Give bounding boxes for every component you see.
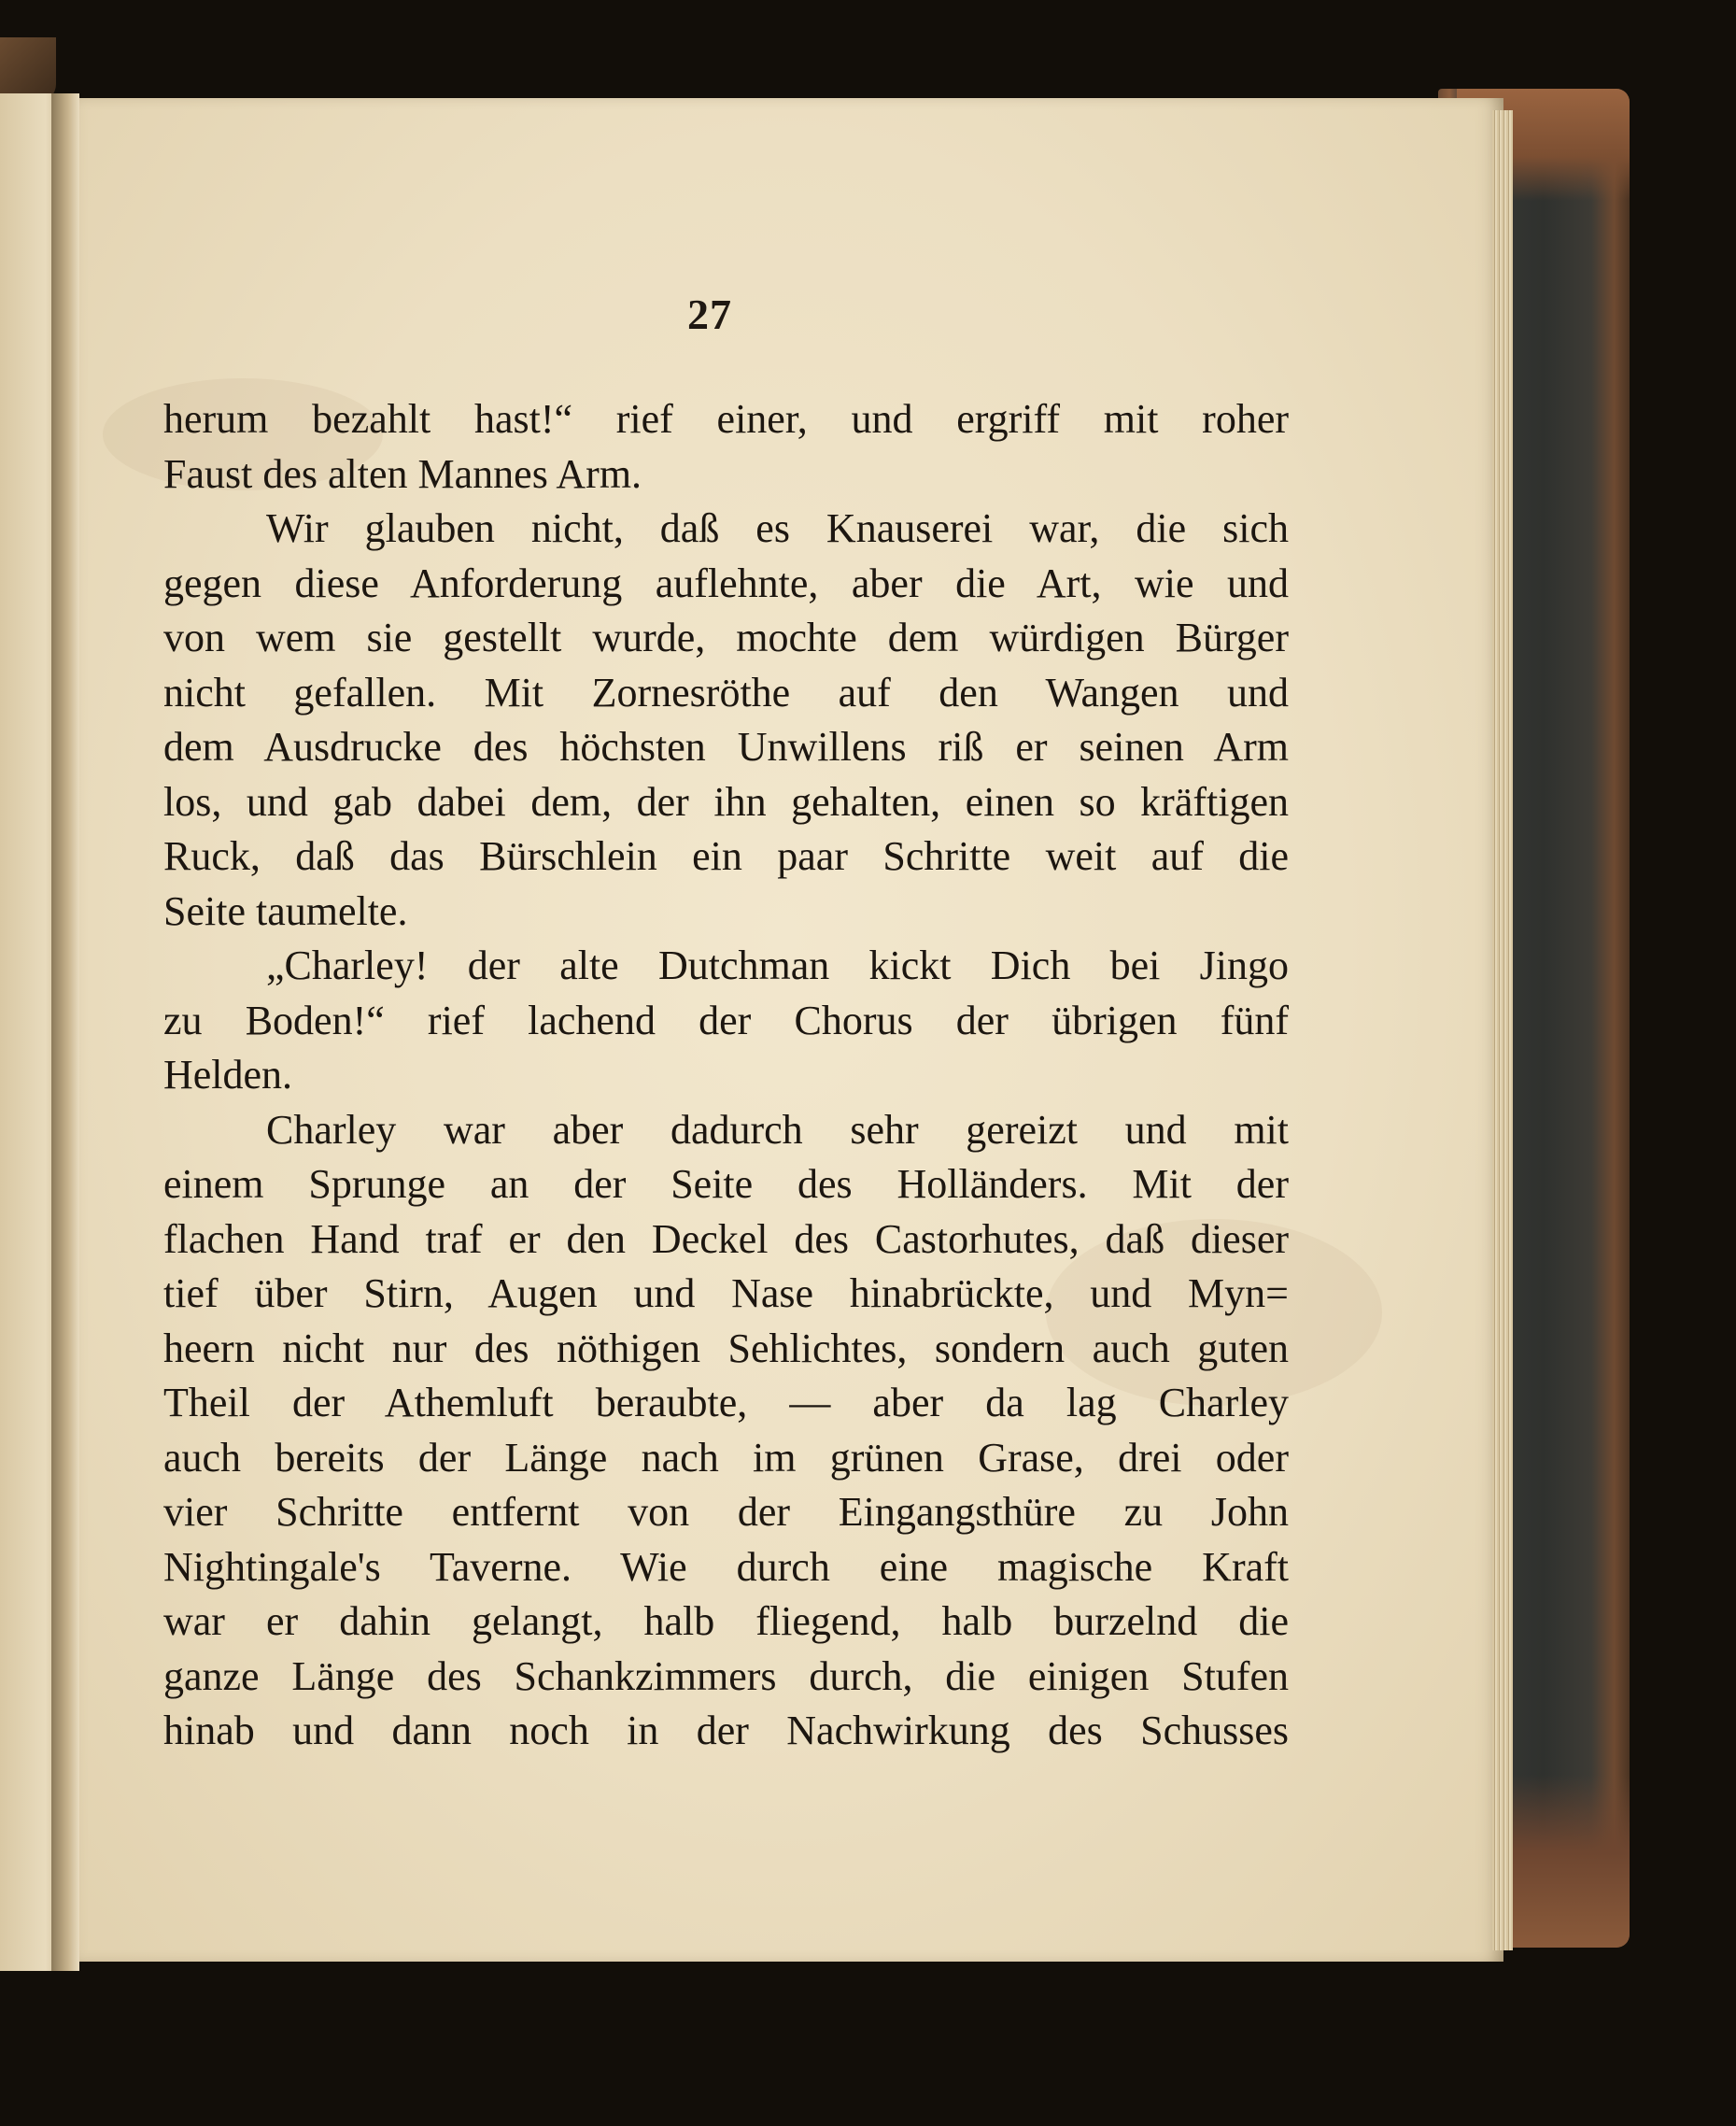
text-line: gegen diese Anforderung auflehnte, aber die Art, wie und	[163, 560, 1289, 606]
body-text	[163, 392, 1289, 1759]
page-number: 27	[687, 291, 732, 338]
text-line: ganze Länge des Schankzimmers durch, die einigen Stufen	[163, 1652, 1289, 1699]
text-line: von wem sie gestellt wurde, mochte dem würdigen Bürger	[163, 615, 1289, 660]
text-line: Seite taumelte.	[163, 887, 408, 934]
text-line: Charley war aber dadurch sehr gereizt und mit	[266, 1106, 1289, 1153]
text-line: hinab und dann noch in der Nachwirkung des Schusses	[163, 1708, 1289, 1753]
text-line: war er dahin gelangt, halb fliegend, halb burzelnd die	[163, 1598, 1289, 1644]
text-line: einem Sprunge an der Seite des Holländers. Mit der	[163, 1161, 1289, 1207]
text-line: herum bezahlt hast!“ rief einer, und ergriff mit roher	[163, 396, 1289, 442]
text-line: los, und gab dabei dem, der ihn gehalten, einen so kräftigen	[163, 778, 1289, 825]
text-line: Wir glauben nicht, daß es Knauserei war, die sich	[266, 505, 1289, 551]
text-line: vier Schritte entfernt von der Eingangsthüre zu John	[163, 1489, 1289, 1535]
text-line: Nightingale's Taverne. Wie durch eine magische Kraft	[163, 1543, 1289, 1590]
text-line: tief über Stirn, Augen und Nase hinabrückte, und Myn=	[163, 1270, 1289, 1316]
text-line: flachen Hand traf er den Deckel des Castorhutes, daß dieser	[163, 1215, 1289, 1262]
text-line: heern nicht nur des nöthigen Sehlichtes, sondern auch guten	[163, 1325, 1289, 1371]
page-gutter	[51, 93, 79, 1971]
text-line: dem Ausdrucke des höchsten Unwillens riß er seinen Arm	[163, 724, 1289, 770]
text-line: „Charley! der alte Dutchman kickt Dich bei Jingo	[266, 943, 1289, 988]
text-line: Ruck, daß das Bürschlein ein paar Schritte weit auf die	[163, 833, 1289, 879]
text-line: nicht gefallen. Mit Zornesröthe auf den Wangen und	[163, 669, 1289, 716]
text-line: zu Boden!“ rief lachend der Chorus der übrigen fünf	[163, 997, 1289, 1043]
page-stack-edges	[1492, 110, 1513, 1950]
text-line: Helden.	[163, 1052, 293, 1098]
text-line: auch bereits der Länge nach im grünen Grase, drei oder	[163, 1434, 1289, 1481]
text-line: Theil der Athemluft beraubte, — aber da lag Charley	[163, 1380, 1289, 1425]
text-line: Faust des alten Mannes Arm.	[163, 450, 642, 497]
